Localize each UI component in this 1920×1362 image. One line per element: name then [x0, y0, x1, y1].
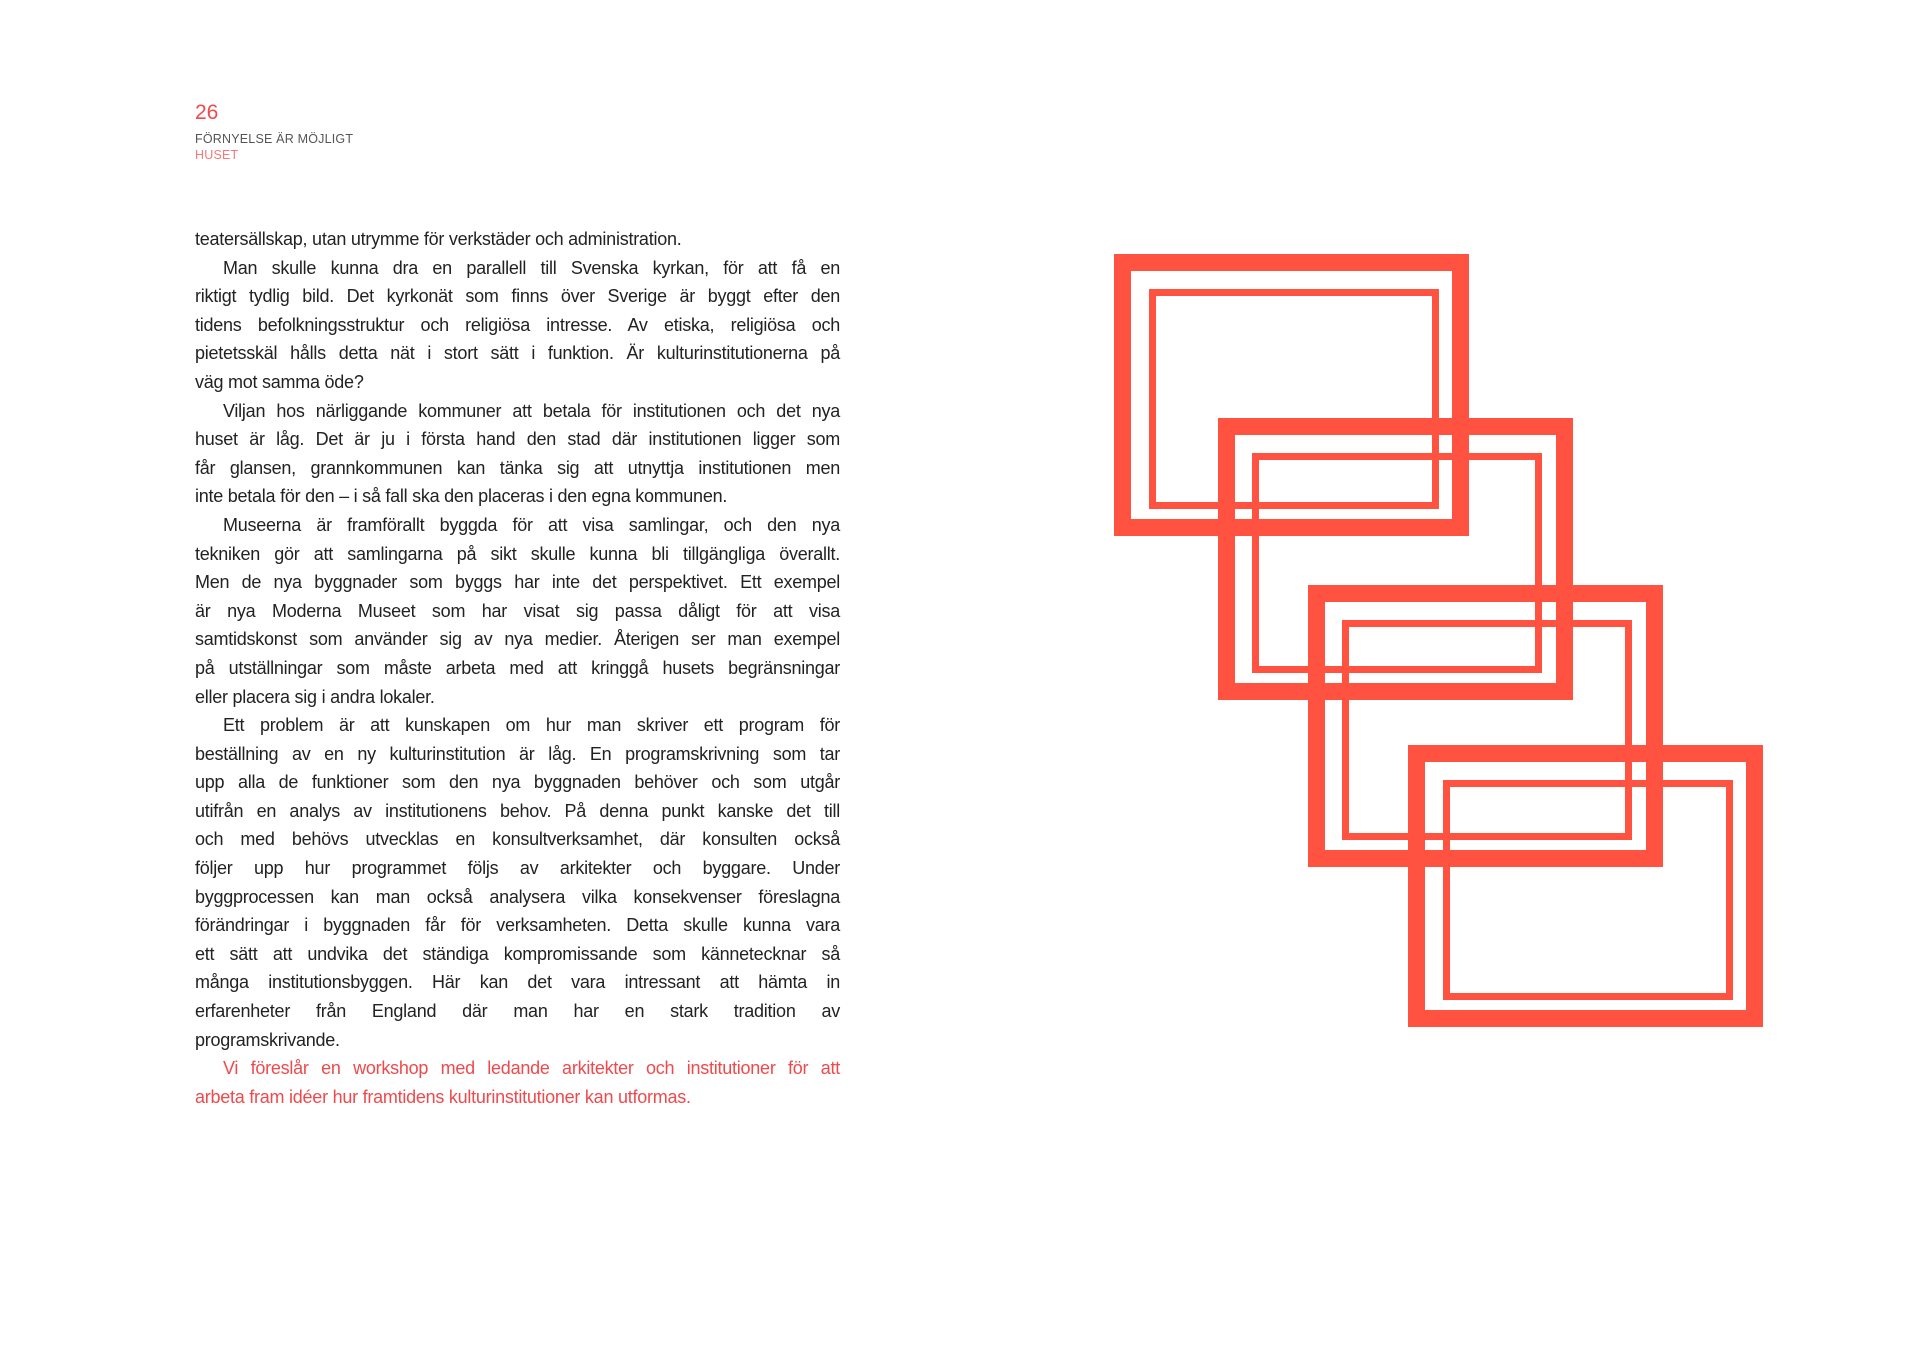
text-line: följer upp hur programmet följs av arkitekter och byggare. Under [195, 858, 840, 879]
text-line: erfarenheter från England där man har en stark tradition av [195, 1001, 840, 1022]
text-line: förändringar i byggnaden får för verksamheten. Detta skulle kunna vara [195, 915, 840, 936]
text-line: tidens befolkningsstruktur och religiösa intresse. Av etiska, religiösa och [195, 314, 840, 335]
text-line: och med behövs utvecklas en konsultverksamhet, där konsulten också [195, 829, 840, 850]
text-line: eller placera sig i andra lokaler. [195, 686, 435, 707]
text-line: arbeta fram idéer hur framtidens kulturinstitutioner kan utformas. [195, 1086, 691, 1107]
text-line: pietetsskäl hålls detta nät i stort sätt i funktion. Är kulturinstitutionerna på [195, 343, 840, 364]
text-line: många institutionsbyggen. Här kan det vara intressant att hämta in [195, 972, 840, 993]
text-line: inte betala för den – i så fall ska den placeras i den egna kommunen. [195, 486, 728, 507]
section-title: FÖRNYELSE ÄR MÖJLIGT [195, 132, 354, 146]
text-line: samtidskonst som använder sig av nya medier. Återigen ser man exempel [195, 629, 840, 650]
text-line: ett sätt att undvika det ständiga kompromissande som kännetecknar så [195, 943, 840, 964]
text-line: Vi föreslår en workshop med ledande arkitekter och institutioner för att [223, 1058, 840, 1079]
paragraph [195, 254, 840, 397]
text-line: på utställningar som måste arbeta med att kringgå husets begränsningar [195, 657, 840, 678]
text-line: väg mot samma öde? [195, 371, 364, 392]
text-line: riktigt tydlig bild. Det kyrkonät som finns över Sverige är byggt efter den [195, 286, 840, 307]
text-line: tekniken gör att samlingarna på sikt skulle kunna bli tillgängliga överallt. [195, 543, 840, 564]
text-line: upp alla de funktioner som den nya byggnaden behöver och som utgår [195, 772, 840, 793]
subsection-title: HUSET [195, 148, 239, 162]
text-line: Man skulle kunna dra en parallell till Svenska kyrkan, för att få en [223, 257, 840, 278]
text-line: är nya Moderna Museet som har visat sig passa dåligt för att visa [195, 600, 840, 621]
paragraph [195, 711, 840, 1054]
text-line: teatersällskap, utan utrymme för verkstäder och administration. [195, 229, 682, 249]
text-line: programskrivande. [195, 1029, 340, 1050]
text-line: Viljan hos närliggande kommuner att betala för institutionen och det nya [223, 400, 840, 421]
text-line: Ett problem är att kunskapen om hur man skriver ett program för [223, 715, 840, 736]
frame-4-inner [1443, 780, 1733, 1000]
paragraph [195, 397, 840, 511]
paragraph [195, 1054, 840, 1111]
text-line: Men de nya byggnader som byggs har inte det perspektivet. Ett exempel [195, 572, 840, 593]
paragraph [195, 511, 840, 711]
paragraph [195, 225, 840, 254]
text-line: utifrån en analys av institutionens behov. På denna punkt kanske det till [195, 800, 840, 821]
body-text [195, 225, 840, 1111]
text-line: Museerna är framförallt byggda för att visa samlingar, och den nya [223, 514, 840, 535]
text-line: huset är låg. Det är ju i första hand den stad där institutionen ligger som [195, 429, 840, 450]
text-line: beställning av en ny kulturinstitution är låg. En programskrivning som tar [195, 743, 840, 764]
page-number: 26 [195, 101, 219, 124]
text-line: byggprocessen kan man också analysera vilka konsekvenser föreslagna [195, 886, 840, 907]
text-line: får glansen, grannkommunen kan tänka sig att utnyttja institutionen men [195, 457, 840, 478]
